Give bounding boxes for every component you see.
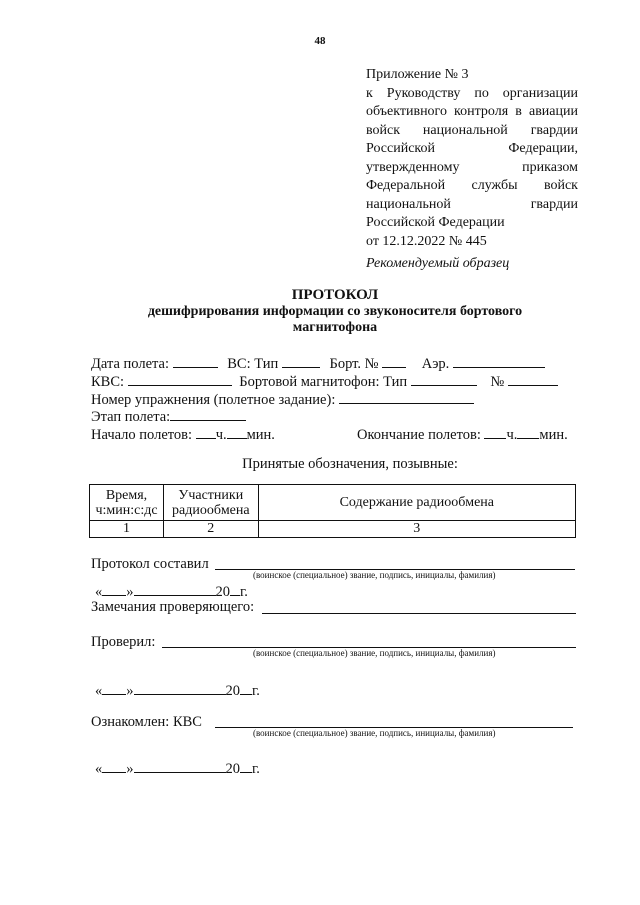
aerodrome-field[interactable] xyxy=(453,354,545,368)
start-minutes-field[interactable] xyxy=(227,425,247,439)
flights-end-row xyxy=(357,425,568,444)
year-prefix: 20 xyxy=(215,584,230,600)
board-no-label: Борт. № xyxy=(329,356,379,372)
year-suffix: г. xyxy=(252,683,260,699)
page-number: 48 xyxy=(314,35,326,47)
year-suffix: г. xyxy=(240,584,248,600)
date-row xyxy=(95,681,260,700)
month-field[interactable] xyxy=(134,582,216,596)
reviewer-remarks-line[interactable] xyxy=(262,613,576,614)
appendix-line: войск национальной гвардии xyxy=(366,122,578,138)
flights-start-label: Начало полетов: xyxy=(91,427,193,443)
quote-close: » xyxy=(126,683,134,699)
quote-open: « xyxy=(95,584,103,600)
hours-label: ч. xyxy=(215,427,227,443)
year-field[interactable] xyxy=(230,582,240,596)
date-row xyxy=(95,759,260,778)
minutes-label: мин. xyxy=(539,427,568,443)
table-cell: 1 xyxy=(90,521,164,538)
radio-exchange-table xyxy=(89,484,576,538)
appendix-line: утвержденному приказом xyxy=(366,159,578,175)
notation-title: Принятые обозначения, позывные: xyxy=(242,456,458,472)
quote-open: « xyxy=(95,683,103,699)
year-prefix: 20 xyxy=(225,761,240,777)
document-title: ПРОТОКОЛ xyxy=(291,287,379,303)
appendix-line: к Руководству по организации xyxy=(366,85,578,101)
appendix-line: Приложение № 3 xyxy=(366,67,469,82)
commander-row xyxy=(91,372,558,391)
aircraft-type-field[interactable] xyxy=(282,354,320,368)
month-field[interactable] xyxy=(134,759,226,773)
table-cell: 2 xyxy=(164,521,259,538)
start-hours-field[interactable] xyxy=(196,425,216,439)
table-header-row xyxy=(90,485,576,521)
day-field[interactable] xyxy=(102,681,126,695)
month-field[interactable] xyxy=(134,681,226,695)
compiled-by-label: Протокол составил xyxy=(91,556,209,572)
appendix-line: от 12.12.2022 № 445 xyxy=(366,233,487,249)
flights-start-row xyxy=(91,425,275,444)
flight-stage-row xyxy=(91,407,246,426)
signature-caption: (воинское (специальное) звание, подпись, инициалы, фамилия) xyxy=(253,648,496,658)
aircraft-type-label: ВС: Тип xyxy=(227,356,279,372)
recorder-no-label: № xyxy=(490,374,505,390)
time-header: Время, ч:мин:с:дс xyxy=(90,485,164,521)
sample-label: Рекомендуемый образец xyxy=(366,256,510,271)
checked-by-label: Проверил: xyxy=(91,634,156,650)
appendix-line: объективного контроля в авиации xyxy=(366,104,578,119)
document-subtitle: дешифрирования информации со звуконосителя бортового магнитофона xyxy=(147,304,523,335)
appendix-line: Российской Федерации, xyxy=(366,141,578,156)
commander-field[interactable] xyxy=(128,372,232,386)
commander-label: КВС: xyxy=(91,374,125,390)
reviewer-remarks-label: Замечания проверяющего: xyxy=(91,599,255,615)
hours-label: ч. xyxy=(506,427,518,443)
table-number-row xyxy=(90,521,576,538)
year-field[interactable] xyxy=(240,759,252,773)
appendix-line: национальной гвардии xyxy=(366,196,578,212)
recorder-type-field[interactable] xyxy=(411,372,477,386)
flight-stage-label: Этап полета: xyxy=(91,409,171,425)
quote-close: » xyxy=(126,761,134,777)
flight-date-row xyxy=(91,354,545,373)
end-hours-field[interactable] xyxy=(484,425,506,439)
acknowledged-label: Ознакомлен: КВС xyxy=(91,714,202,730)
day-field[interactable] xyxy=(102,759,126,773)
year-suffix: г. xyxy=(252,761,260,777)
year-field[interactable] xyxy=(240,681,252,695)
exercise-label: Номер упражнения (полетное задание): xyxy=(91,392,336,408)
day-field[interactable] xyxy=(102,582,126,596)
appendix-block xyxy=(366,66,578,251)
year-prefix: 20 xyxy=(225,683,240,699)
exercise-field[interactable] xyxy=(339,390,474,404)
quote-open: « xyxy=(95,761,103,777)
signature-caption: (воинское (специальное) звание, подпись, инициалы, фамилия) xyxy=(253,570,496,580)
content-header: Содержание радиообмена xyxy=(258,485,575,521)
flight-date-label: Дата полета: xyxy=(91,356,169,372)
end-minutes-field[interactable] xyxy=(517,425,539,439)
flights-end-label: Окончание полетов: xyxy=(357,427,481,443)
aerodrome-label: Аэр. xyxy=(421,356,450,372)
recorder-no-field[interactable] xyxy=(508,372,558,386)
recorder-type-label: Бортовой магнитофон: Тип xyxy=(239,374,408,390)
flight-date-field[interactable] xyxy=(173,354,218,368)
appendix-line: Российской Федерации xyxy=(366,215,505,230)
minutes-label: мин. xyxy=(246,427,275,443)
quote-close: » xyxy=(126,584,134,600)
appendix-line: Федеральной службы войск xyxy=(366,178,578,193)
flight-stage-field[interactable] xyxy=(170,407,246,421)
participants-header: Участники радиообмена xyxy=(164,485,259,521)
table-cell: 3 xyxy=(258,521,575,538)
board-no-field[interactable] xyxy=(382,354,406,368)
signature-caption: (воинское (специальное) звание, подпись, инициалы, фамилия) xyxy=(253,728,496,738)
